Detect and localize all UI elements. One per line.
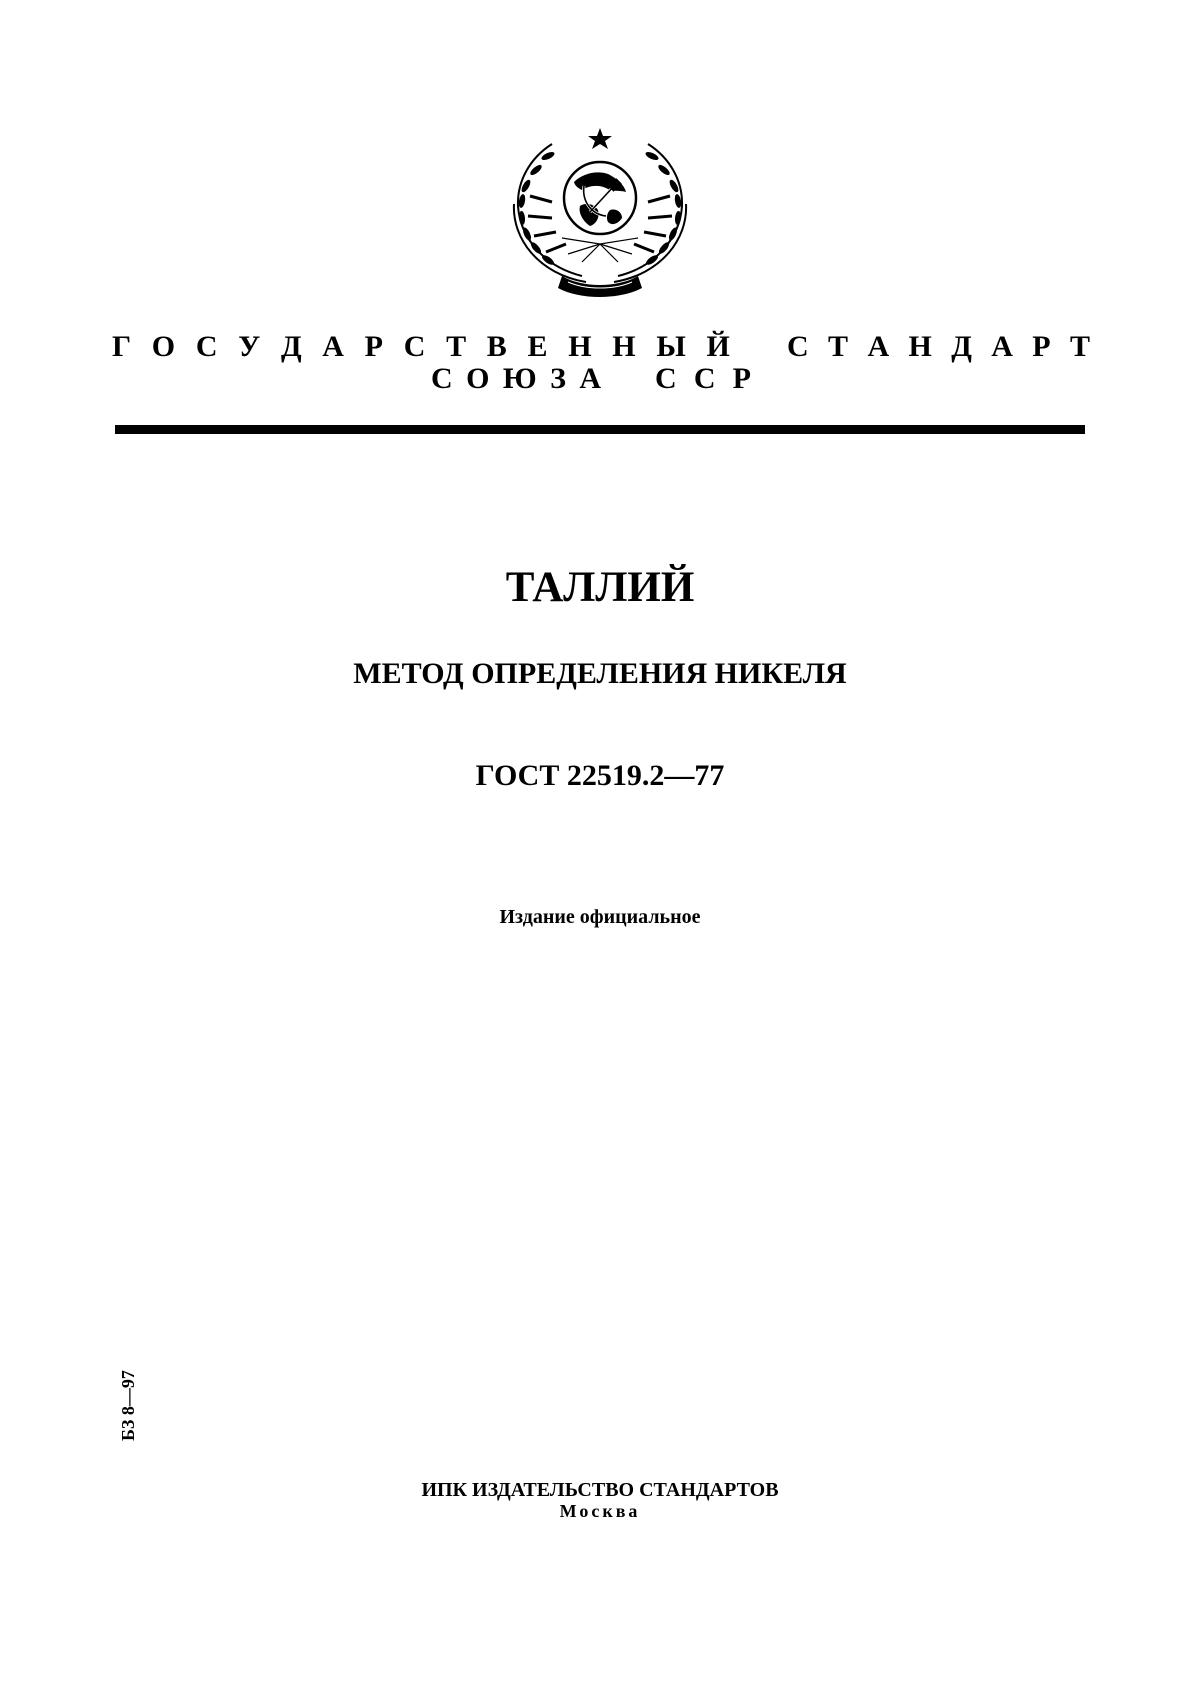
header-letter: Е <box>527 330 550 363</box>
header-letter: Т <box>446 330 469 363</box>
document-subtitle: МЕТОД ОПРЕДЕЛЕНИЯ НИКЕЛЯ <box>353 657 847 690</box>
header-letter: О <box>466 362 490 395</box>
header-word-gosudarstvenny <box>112 330 732 364</box>
header-word-ssr <box>655 362 751 396</box>
header-letter: А <box>322 330 346 363</box>
gost-number: ГОСТ 22519.2—77 <box>475 759 725 792</box>
header-letter: С <box>693 362 716 395</box>
header-letter: А <box>867 330 892 363</box>
publisher-city: Москва <box>559 1501 641 1521</box>
header-letter: Н <box>568 330 594 363</box>
header-letter: Р <box>364 330 385 363</box>
header-letter: Ы <box>656 330 688 363</box>
header-letter: Т <box>1069 330 1092 363</box>
header-letter: С <box>195 330 220 363</box>
header-letter: Р <box>732 362 751 395</box>
header-letter: Н <box>908 330 934 363</box>
header-letter: А <box>991 330 1015 363</box>
ussr-state-emblem-icon <box>512 126 688 304</box>
header-letter: Й <box>706 330 732 363</box>
header-letter: Г <box>112 330 134 363</box>
header-letter: Р <box>1032 330 1053 363</box>
document-title: ТАЛЛИЙ <box>505 564 695 611</box>
header-letter: Ю <box>502 362 537 395</box>
header-letter: З <box>550 362 566 395</box>
header-letter: Н <box>612 330 638 363</box>
header-letter: С <box>431 362 453 395</box>
header-letter: Д <box>951 330 974 363</box>
header-title-line2 <box>431 362 751 396</box>
header-title-line1 <box>112 330 1092 364</box>
header-letter: С <box>403 330 428 363</box>
header-letter: О <box>151 330 178 363</box>
header-word-standart <box>787 330 1092 364</box>
header-letter: Т <box>828 330 851 363</box>
edition-note: Издание официальное <box>499 906 701 928</box>
publisher-name: ИПК ИЗДАТЕЛЬСТВО СТАНДАРТОВ <box>421 1479 779 1501</box>
header-letter: А <box>579 362 601 395</box>
header-word-soyuza <box>431 362 601 396</box>
header-letter: С <box>655 362 677 395</box>
header-letter: В <box>486 330 509 363</box>
header-letter: Д <box>280 330 304 363</box>
header-letter: У <box>238 330 263 363</box>
header-divider <box>115 425 1085 434</box>
header-letter: С <box>787 330 811 363</box>
side-code <box>118 1370 148 1471</box>
side-code-text: БЗ 8—97 <box>118 1370 138 1441</box>
